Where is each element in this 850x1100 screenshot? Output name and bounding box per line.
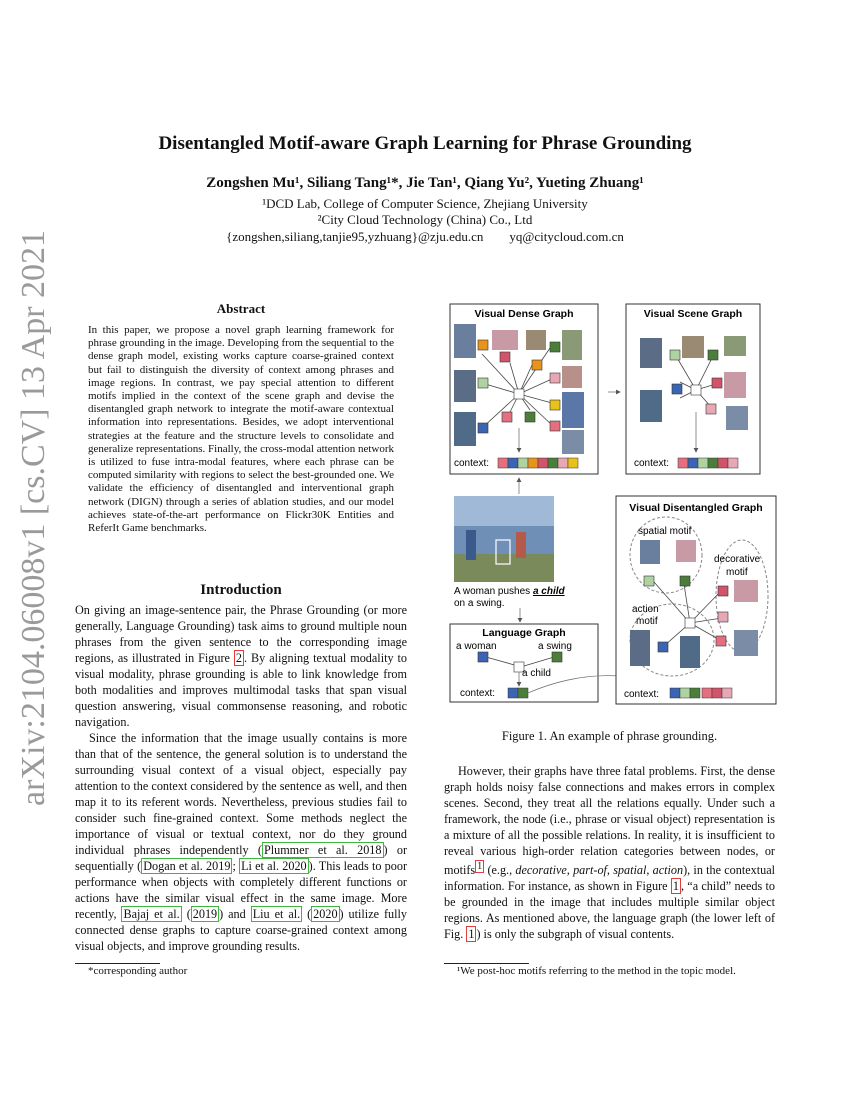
dense-context-bar: [498, 458, 578, 468]
lang-node-swing: a swing: [538, 641, 572, 652]
footnote-right: ¹We post-hoc motifs referring to the method in the topic model.: [457, 965, 736, 977]
sentence-line-2: on a swing.: [454, 598, 505, 609]
motif-label-action-2: motif: [636, 616, 658, 627]
citation-link[interactable]: Bajaj et al.: [123, 907, 180, 921]
abstract-heading: Abstract: [216, 301, 266, 316]
lang-node-child: a child: [522, 668, 551, 679]
author-list: Zongshen Mu¹, Siliang Tang¹*, Jie Tan¹, Qiang Yu², Yueting Zhuang¹: [206, 175, 644, 191]
dense-context-label: context:: [454, 458, 490, 469]
author-emails: {zongshen,siliang,tanjie95,yzhuang}@zju.edu.cn yq@citycloud.com.cn: [226, 229, 624, 244]
intro-paragraph-2: Since the information that the image usually contains is more than that of the sentence, the general solution is to understand the surrounding visual context of a visual object, especially pay attention to the context considered by the sentence as well, and then map it to its referent words. Nevertheless, previous studies fail to consider such fine-grained context. Some methods neglect the importance of visual or textual context, nor do they ground individual phrases independently ( Plummer et al. 2018 ) or sequentially ( Dogan et al. 2019 ; Li et al. 2020 ). This leads to poor performance when objects with completely different functions or actions have the similar visual effect in the same image. More recently, Bajaj et al. ( 2019 ) and Liu et al. ( 2020 ) utilize fully connected dense graphs to capture coarse-grained context among visual objects, and improve grounding results.: [75, 731, 408, 953]
scene-photo: [454, 496, 554, 582]
scene-context-label: context:: [634, 458, 670, 469]
motif-label-decorative-1: decorative: [714, 554, 761, 565]
motif-label-spatial: spatial motif: [638, 526, 692, 537]
disentangled-graph-title: Visual Disentangled Graph: [629, 502, 763, 514]
arxiv-stamp: arXiv:2104.06008v1 [cs.CV] 13 Apr 2021: [15, 229, 52, 806]
lang-node-woman: a woman: [456, 641, 497, 652]
disentangled-graph-panel: [616, 496, 776, 704]
figure-ref-link[interactable]: 1: [468, 927, 475, 942]
language-graph-title: Language Graph: [482, 627, 566, 639]
figure-caption: Figure 1. An example of phrase grounding.: [501, 729, 718, 743]
lang-context-label: context:: [460, 688, 496, 699]
footnote-rule-right: [444, 963, 529, 964]
affiliation-2: ²City Cloud Technology (China) Co., Ltd: [317, 212, 533, 227]
figure-1-diagram: [440, 300, 780, 710]
affiliation-1: ¹DCD Lab, College of Computer Science, Zhejiang University: [262, 196, 588, 211]
scene-context-bar: [678, 458, 738, 468]
introduction-heading: Introduction: [200, 582, 282, 598]
dense-graph-panel: [450, 304, 598, 474]
right-paragraph-1: However, their graphs have three fatal problems. First, the dense graph holds noisy false connections and makes errors in complex scenes. Second, they treat all the relations equally. Under such a framework, the node (i.e., phrase or visual object) representation is a mixture of all the possible relations. In reality, it is insufficient to reveal various high-order relation categories between nodes, or motifs $^1$ (e.g., decorative, part-of, spatial, action), in the contextual information. For instance, as shown in Figure 1 , “a child” needs to be grounded in the image that includes multiple similar object regions. As mentioned above, the language graph (the lower left of Fig. 1 ) is only the subgraph of visual contents.: [444, 764, 775, 942]
citation-link[interactable]: Li et al. 2020: [241, 859, 307, 873]
motif-label-decorative-2: motif: [726, 567, 748, 578]
disentangled-context-label: context:: [624, 689, 660, 700]
scene-graph-title: Visual Scene Graph: [643, 308, 743, 320]
citation-link[interactable]: Liu et al.: [252, 907, 301, 921]
language-graph-panel: [450, 624, 598, 702]
citation-link[interactable]: Plummer et al. 2018: [263, 843, 382, 857]
footnote-rule-left: [75, 963, 160, 964]
sentence-line-1: A woman pushes a child: [454, 586, 565, 597]
motif-label-action-1: action: [632, 604, 659, 615]
footnote-left: *corresponding author: [88, 965, 188, 977]
citation-link[interactable]: 2019: [192, 907, 218, 921]
figure-ref-link[interactable]: 2: [235, 651, 243, 665]
citation-link[interactable]: Dogan et al. 2019: [143, 859, 231, 873]
scene-graph-panel: [626, 304, 760, 474]
footnote-ref-link[interactable]: 1: [477, 861, 483, 872]
citation-link[interactable]: 2020: [313, 907, 338, 921]
abstract-text: In this paper, we propose a novel graph learning framework for phrase grounding in the image. Developing from the sequential to the dense graph model, existing works capture coarse-grained context but fail to distinguish the diversity of context among phrases and image regions. In contrast, we pay special attention to different motifs implied in the context of the scene graph and devise the disentangled graph network to integrate the motif-aware contextual information into representations. Besides, we adopt interventional strategies at the feature and the structure levels to consolidate and generalize representations. Finally, the cross-modal attention network is utilized to fuse intra-modal features, where each phrase can be computed similarity with regions to select the best-grounded one. We validate the efficiency of disentangled and interventional graph network (DIGN) through a series of ablation studies, and our model achieves state-of-the-art performance on Flickr30K Entities and ReferIt Game benchmarks.: [88, 324, 394, 535]
dense-graph-title: Visual Dense Graph: [474, 308, 574, 320]
paper-title: Disentangled Motif-aware Graph Learning for Phrase Grounding: [158, 133, 692, 154]
figure-ref-link[interactable]: 1: [672, 879, 679, 894]
intro-paragraph-1: On giving an image-sentence pair, the Phrase Grounding (or more generally, Language Grounding) task aims to ground multiple noun phrases from the given sentence to the corresponding image regions, as illustrated in Figure 2 . By aligning textual modality to visual modality, phrase grounding is able to link knowledge from both modalities and improves multimodal tasks that span visual question answering, visual commonsense reasoning, and robotic navigation.: [75, 603, 407, 729]
